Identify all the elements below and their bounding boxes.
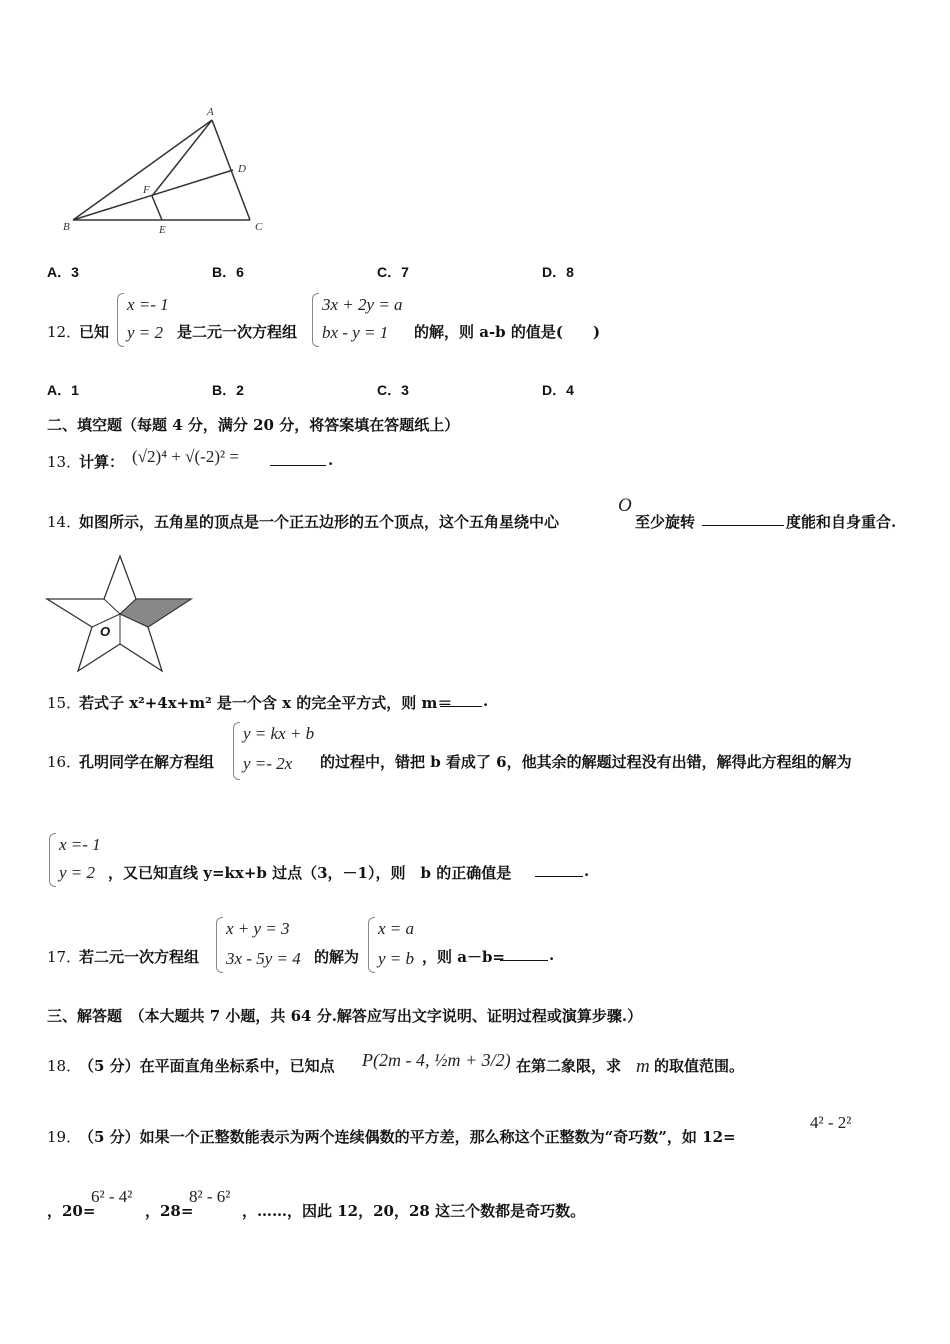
q12-sys2-line1: 3x + 2y = a	[322, 295, 403, 314]
q18-post2: 的取值范围。	[654, 1057, 745, 1075]
q19-expr-12: 4² - 2²	[810, 1113, 852, 1132]
q12-sys1-line2: y = 2	[127, 323, 164, 342]
q13-end: .	[328, 451, 334, 469]
q19-number: 19．	[47, 1128, 82, 1146]
q18-m: m	[636, 1056, 650, 1077]
side-ab	[73, 120, 212, 220]
label-b: B	[63, 221, 70, 233]
q11-option-d[interactable]: D．8	[542, 264, 574, 280]
q14-center-o: O	[618, 495, 632, 516]
q19-line2-a: ，20=	[47, 1202, 96, 1220]
q19-text: （5 分）如果一个正整数能表示为两个连续偶数的平方差，那么称这个正整数为“奇巧数”，如 12=	[79, 1128, 736, 1146]
q17-sys-line1: x + y = 3	[226, 919, 290, 938]
q15-text: 若式子 x²+4x+m² 是一个含 x 的完全平方式，则 m＝	[79, 694, 453, 712]
q19-expr-20: 6² - 4²	[91, 1187, 133, 1206]
q16-sol-line2: y = 2	[59, 863, 96, 882]
q16-number: 16．	[47, 753, 82, 771]
q18-point-expression: P(2m - 4, ½m + 3/2)	[362, 1050, 511, 1070]
q13-expression: (√2)⁴ + √(-2)² =	[132, 447, 239, 466]
q15-end: .	[483, 692, 489, 710]
q12-option-d[interactable]: D．4	[542, 382, 574, 398]
q11-option-b[interactable]: B．6	[212, 264, 244, 280]
label-f: F	[143, 184, 150, 196]
q11-option-c[interactable]: C．7	[377, 264, 409, 280]
q17-sys-line2: 3x - 5y = 4	[226, 949, 301, 968]
q14-text1: 如图所示，五角星的顶点是一个正五边形的五个顶点，这个五角星绕中心	[79, 513, 560, 531]
label-a: A	[207, 106, 214, 118]
q13-blank[interactable]	[270, 451, 326, 470]
q12-option-b[interactable]: B．2	[212, 382, 244, 398]
q19-line2-b: ，28=	[145, 1202, 194, 1220]
star-figure	[42, 552, 197, 677]
label-d: D	[238, 163, 246, 175]
q16-sys-line2: y =- 2x	[243, 754, 293, 773]
q19-line2-c: ，……，因此 12，20，28 这三个数都是奇巧数。	[242, 1202, 586, 1220]
q12-pre: 已知	[79, 323, 110, 341]
q12-sys2-line2: bx - y = 1	[322, 323, 389, 342]
q12-option-c[interactable]: C．3	[377, 382, 409, 398]
q16-sol-line1: x =- 1	[59, 835, 101, 854]
q18-post: 在第二象限，求	[516, 1057, 622, 1075]
label-e: E	[159, 224, 166, 236]
q16-sys-line1: y = kx + b	[243, 724, 315, 743]
q14-number: 14．	[47, 513, 82, 531]
q12-option-a[interactable]: A．1	[47, 382, 79, 398]
star-center-label: O	[100, 624, 111, 639]
q16-post2: ，又已知直线 y=kx+b 过点（3，－1），则 b 的正确值是	[108, 864, 512, 882]
q15-blank[interactable]	[440, 692, 482, 711]
q12-post: 的解，则 a-b 的值是( )	[414, 323, 601, 341]
q12-mid: 是二元一次方程组	[177, 323, 298, 341]
q17-sol-line1: x = a	[378, 919, 415, 938]
q14-text3: 度能和自身重合.	[786, 513, 897, 531]
q17-sol-line2: y = b	[378, 949, 415, 968]
q14-blank[interactable]	[702, 511, 784, 530]
q17-post: ，则 a－b=	[422, 948, 505, 966]
q18-text: （5 分）在平面直角坐标系中，已知点	[79, 1057, 335, 1075]
segment-fe	[152, 196, 162, 220]
q17-number: 17．	[47, 948, 82, 966]
q13-text: 计算：	[79, 453, 125, 471]
q14-text2: 至少旋转	[635, 513, 696, 531]
q12-sys1-line1: x =- 1	[127, 295, 169, 314]
q18-number: 18．	[47, 1057, 82, 1075]
q16-blank[interactable]	[535, 862, 583, 881]
q16-end: .	[584, 862, 590, 880]
q13-number: 13．	[47, 453, 82, 471]
q17-end: .	[549, 946, 555, 964]
q16-pre: 孔明同学在解方程组	[79, 753, 215, 771]
section-3-heading: 三、解答题 （本大题共 7 小题，共 64 分.解答应写出文字说明、证明过程或演算步骤.）	[47, 1007, 643, 1025]
q16-post: 的过程中，错把 b 看成了 6，他其余的解题过程没有出错，解得此方程组的解为	[320, 753, 852, 771]
q17-blank[interactable]	[500, 946, 548, 965]
label-c: C	[255, 221, 263, 233]
q12-number: 12．	[47, 323, 82, 341]
triangle-figure	[55, 100, 275, 245]
q15-number: 15．	[47, 694, 82, 712]
q17-pre: 若二元一次方程组	[79, 948, 200, 966]
q17-mid: 的解为	[314, 948, 360, 966]
segment-af	[152, 120, 212, 196]
q11-option-a[interactable]: A．3	[47, 264, 79, 280]
section-2-heading: 二、填空题（每题 4 分，满分 20 分，将答案填在答题纸上）	[47, 416, 460, 434]
q19-expr-28: 8² - 6²	[189, 1187, 231, 1206]
